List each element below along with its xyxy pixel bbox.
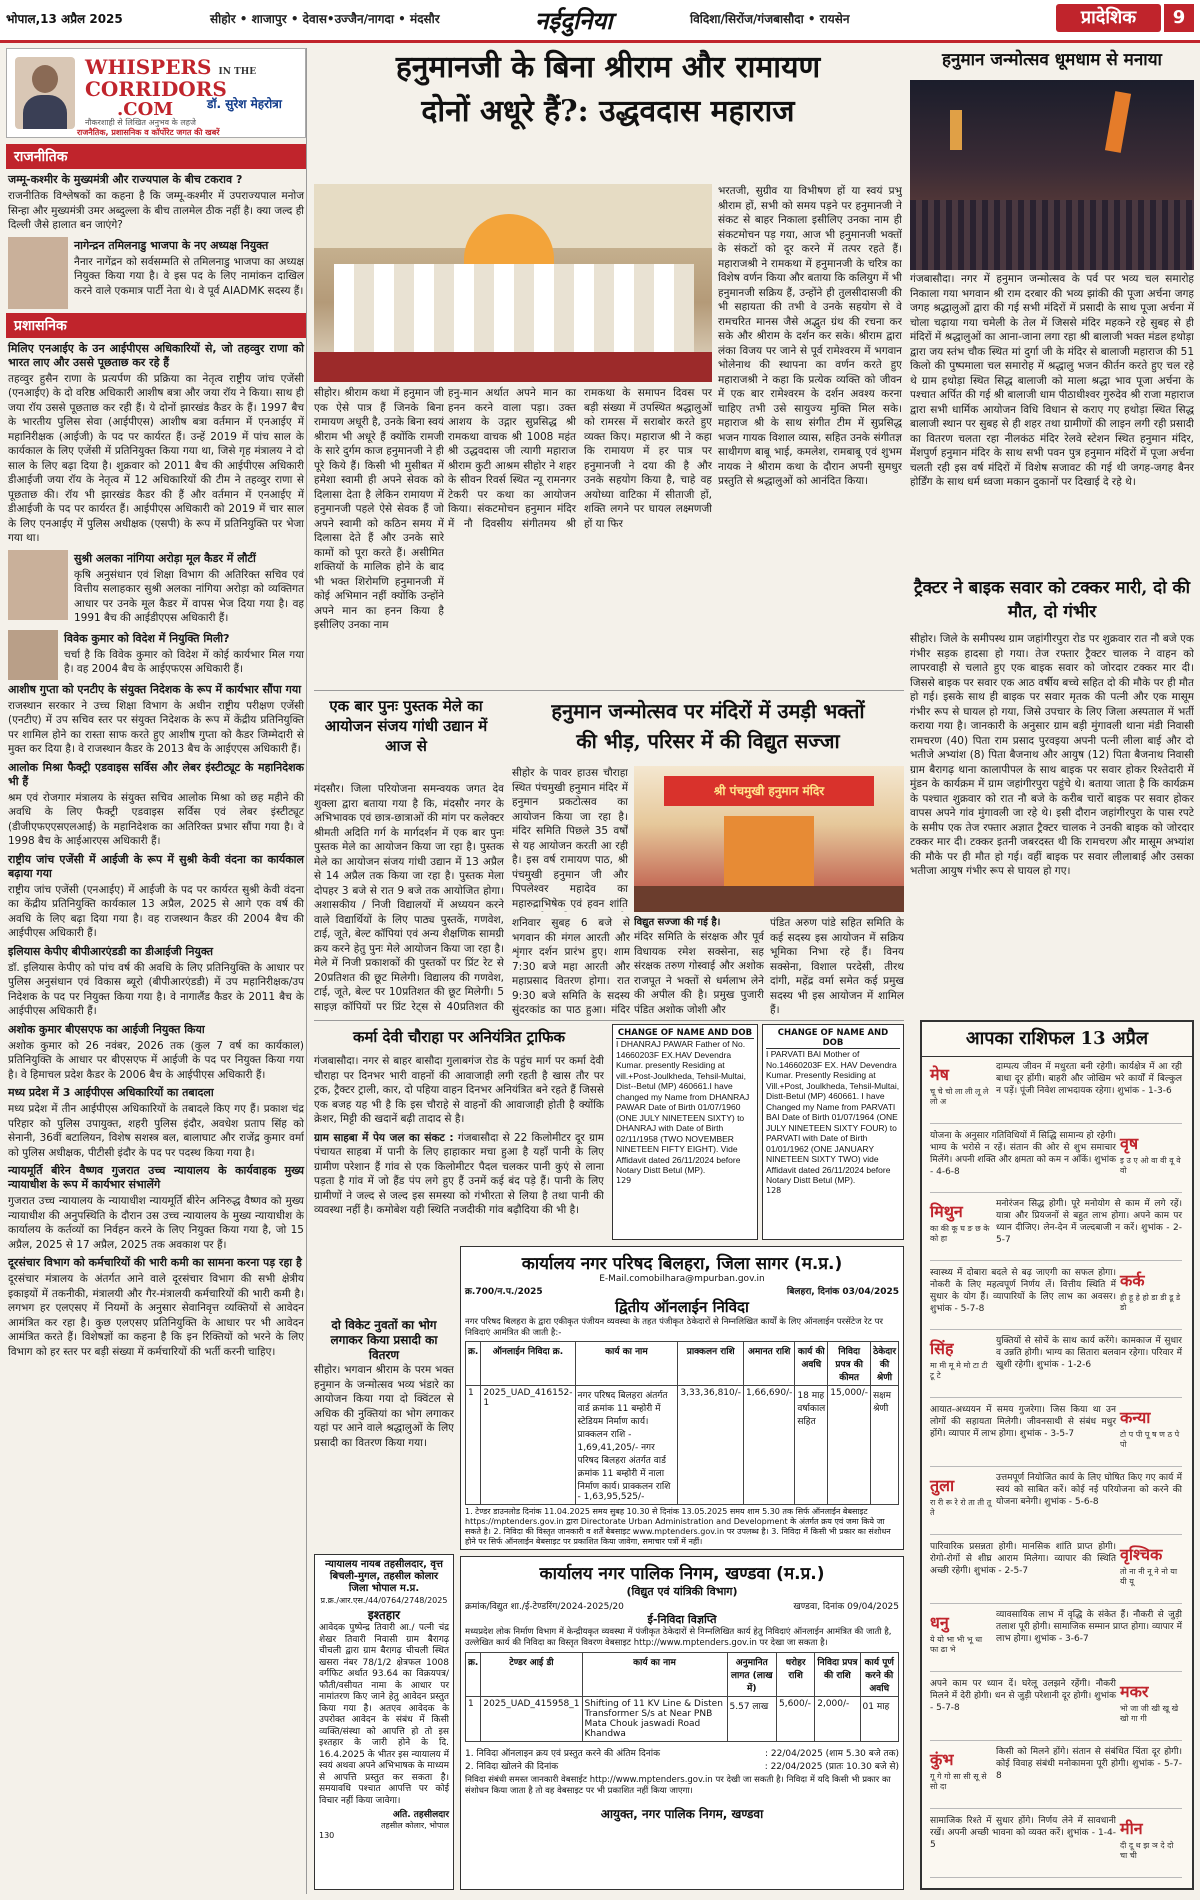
whispers-title: WHISPERS [85, 55, 212, 79]
khandwa-tender-ad [460, 1556, 904, 1890]
issue-date: भोपाल,13 अप्रैल 2025 [6, 12, 123, 26]
prasadi-body: सीहोर। भगवान श्रीराम के परम भक्त हनुमान के जन्मोत्सव भव्य भंडारे का आयोजन किया गया दो क्विंटल से अधिक की नुक्तियां का भोग लगाकर यहां पर आने वाले श्रद्धालुओं के लिए प्रसादी का वितरण किया गया। [314, 1364, 454, 1449]
whispers-in-the: IN THE [218, 67, 257, 77]
temple-banner: श्री पंचमुखी हनुमान मंदिर [664, 776, 874, 806]
lead-body-3: भरतजी, सुग्रीव या विभीषण हों या स्वयं प्रभु श्रीराम हों, सभी को समय पड़ने पर हनुमानजी ने संकट से बाहर निकाला इसीलिए उनका नाम ही संकटमोचन पड़ गया, आज भी हनुमानजी भक्तों के संकटों को दूर करने में तत्पर रहते हैं। महाराजश्री ने रामकथा में हनुमानजी के चरित्र का विशेष वर्णन किया और बताया कि कलियुग में भी हनुमानजी सक्रिय हैं, उन्होंने ही तुलसीदासजी की भी सहायता की तभी वे उनके सहयोग से वे रामचरित मानस जैसे अद्भुत ग्रंथ की रचना कर सके और श्रीराम के दर्शन कर सके। श्रीराम द्वारा लंका विजय पर जाने से पूर्व रामेश्वरम में भगवान भोलेनाथ की स्थापना का वर्णन करते हुए महाराजश्री ने कहा कि प्रत्येक व्यक्ति को जीवन में एक बार रामेश्वरम के दर्शन अवश्य करना चाहिए तभी उसे सायुज्य मुक्ति मिल सके। महाराज श्री के साथ संगीत टीम में सुप्रसिद्ध भजन गायक विशाल व्यास, सहित उनके संगीतज्ञ साथीगण बाबू भाई, कमलेश, रामबाबू एवं शुभम नायक ने श्रीराम कथा के दौरान अपनी सुमधुर प्रस्तुति से श्रद्धालुओं को आनंदित किया। [718, 185, 902, 487]
book-fair-headline [314, 696, 498, 776]
news-body: कृषि अनुसंधान एवं शिक्षा विभाग की अतिरिक्त सचिव एवं वित्तीय सलाहकार सुश्री अलका नांगिया अरोड़ा को व्यक्तिगत आधार पर उनके मूल कैडर में वापस भेज दिया गया है। वह 1991 बैच की आईडीएएस अधिकारी हैं। [74, 568, 304, 624]
table-cell: 1 [466, 1386, 481, 1505]
khandwa-dates1: 1. निविदा ऑनलाइन क्रय एवं प्रस्तुत करने की अंतिम दिनांक [465, 1749, 661, 1759]
table-cell: सक्षम श्रेणी [871, 1386, 899, 1505]
ganj-headline [910, 46, 1194, 76]
news-body: राष्ट्रीय जांच एजेंसी (एनआईए) में आईजी के पद पर कार्यरत सुश्री केवी वंदना का केंद्रीय प्रतिनियुक्ति कार्यकाल 13 अप्रैल, 2025 से आगे एक वर्ष की अवधि के लिए बढ़ा दिया गया है। वह राजस्थान कैडर की 2004 बैच की आईपीएस अधिकारी हैं। [8, 883, 304, 939]
book-fair-headline-text: एक बार पुनः पुस्तक मेले का आयोजन संजय गांधी उद्यान में आज से [324, 697, 488, 755]
news-head: आलोक मिश्रा फैक्ट्री एडवाइस सर्विस और लेबर इंस्टीट्यूट के महानिदेशक भी हैं [8, 760, 304, 788]
editions-right: विदिशा/सिरोंज/गंजबासौदा • रायसेन [690, 12, 850, 26]
news-body: गुजरात उच्च न्यायालय के न्यायाधीश न्यायमूर्ति बीरेन अनिरुद्ध वैष्णव को मुख्य न्यायाधीश की अनुपस्थिति के दौरान उस उच्च न्यायालय के मुख्य न्यायाधीश के कार्यालय के कर्तव्यों का निर्वहन करने के लिए नियुक्त किया गया है, जो 15 अप्रैल, 2025 से 17 अप्रैल, 2025 तक अवकाश पर हैं। [8, 1195, 304, 1251]
rashi-name: सिंह [930, 1339, 954, 1358]
change-name-ad-2 [762, 1024, 904, 1240]
bilhara-date: बिलहरा, दिनांक 03/04/2025 [786, 1287, 899, 1297]
table-header: ऑनलाईन निविदा क्र. [481, 1342, 575, 1386]
news-body: तहव्वुर हुसैन राणा के प्रत्यर्पण की प्रक्रिया का नेतृत्व राष्ट्रीय जांच एजेंसी (एनआईए) के दो वरिष्ठ अधिकारी आशीष बत्रा और जया रॉय ने किया। साथ ही जया रॉय उससे पूछताछ कर रही हैं। ये दोनों झारखंड कैडर के हैं। 1997 बैच के भारतीय पुलिस सेवा (आईपीएस) आशीष बत्रा वर्तमान में एनआईए में महानिरीक्षक (आईजी) के पद पर कार्यरत हैं। उन्हें 2019 में पांच साल के कार्यकाल के लिए एजेंसी में प्रतिनियुक्त किया गया था, जिसे गृह मंत्रालय ने दो साल के लिए बढ़ा दिया है। शुक्रवार को 2011 बैच की आईपीएस अधिकारी डीआईजी जया रॉय के नेतृत्व में 12 अधिकारियों की टीम ने तहव्वुर राणा से पूछताछ की। रॉय भी झारखंड कैडर की हैं और वर्तमान में एनआईए में डीआईजी के पद पर कार्यरत हैं। आईपीएस अधिकारी को 2019 में चार साल के लिए एनआईए में पुलिस अधीक्षक (एसपी) के रूप में प्रतिनियुक्ति पर भेजा गया था। [8, 372, 304, 544]
news-head: सुश्री अलका नांगिया अरोड़ा मूल कैडर में लौटीं [74, 551, 256, 565]
khandwa-date: खण्डवा, दिनांक 09/04/2025 [793, 1602, 899, 1612]
rashi-row [930, 1605, 1182, 1672]
whispers-author: डॉ. सुरेश मेहरोत्रा [207, 97, 282, 111]
news-body: नैनार नागेंद्रन को सर्वसम्मति से तमिलनाडु भाजपा का अध्यक्ष नियुक्त किया गया है। वे इस पद के लिए नामांकन दाखिल करने वाले एकमात्र पार्टी नेता थे। वे पूर्व AIADMK सदस्य हैं। [74, 255, 304, 297]
page-number: 9 [1164, 4, 1194, 32]
prasadi-headline: दो विकेट नुवतों का भोग लगाकर किया प्रसादी का वितरण [330, 1318, 438, 1362]
ganj-body-text: गंजबासौदा। नगर में हनुमान जन्मोत्सव के पर्व पर भव्य चल समारोह निकाला गया भगवान श्री राम दरबार की भव्य झांकी की पूजा अर्चना जगह जगह श्रद्धालुओं द्वारा की गई सभी मंदिरों में प्रसादी के साथ पूजा अर्चना में चोला चढ़ाया गया चमेली के तेल में जिससे मंदिर महकने रहे सुबह से ही मंदिरों में श्रद्धालुओं का आना-जाना लगा रहा श्री बालाजी भक्त मंडल हथोड़ा द्वारा जय स्तंभ चौक स्थित मां दुर्गा जी के मंदिर से बालाजी महाराज की 51 किलो की पुष्पमाला चल समारोह में श्रद्धालु भजन कीर्तन करते हुए चल रहे थे ग्राम हथोड़ा स्थित सिद्ध बालाजी को माला श्रद्धा भाव पूजा अर्चना के पश्चात अर्पित की गई श्री बालाजी धाम पीठाधीश्वर गुरुदेव श्री राजा महाराज द्वारा सभी धार्मिक आयोजन विधि विधान से कराए गए हथोड़ा स्थित सिद्ध बालाजी स्थान पर सुबह से ही शहर तथा ग्रामीणों की लाइन लगी रही प्रसादी का वितरण चलता रहा नीलकंठ मंदिर रेलवे स्टेशन स्थित हनुमान मंदिर, मेंशपुर्ण हनुमान मंदिर के साथ सभी पवन पुत्र हनुमान मंदिरों में पूजा अर्चना चलती रही इस वर्ष मंदिरों में विशेष सजावट की गई थी जगह-जगह बैनर होर्डिंग के साथ धर्म ध्वजा मकान दुकानों पर दिखाई दे रहे थे। [910, 273, 1194, 488]
person-photo [8, 630, 58, 680]
khandwa-dates2-value: : 22/04/2025 (प्रातः 10.30 बजे से) [764, 1762, 899, 1772]
masthead [0, 0, 1200, 43]
book-fair-body-text: मंदसौर। जिला परियोजना समन्वयक जगत देव शुक्ला द्वारा बताया गया है कि, मंदसौर नगर के अभिभावक एवं छात्र-छात्राओं की मांग पर कलेक्टर श्रीमती अदिति गर्ग के मार्गदर्शन में एक बार पुनः पुस्तक मेले का आयोजन किया जा रहा है। पुस्तक मेले का आयोजन संजय गांधी उद्यान में 13 अप्रैल से 14 अप्रैल तक किया जा रहा है। पुस्तक मेला दोपहर 3 बजे से रात 9 बजे तक आयोजित होगा। अशासकीय / निजी विद्यालयों में अध्ययन करने वाले विद्यार्थियों के लिए पाठ्य पुस्तकें, गणवेश, टाई, जूते, बेल्ट कॉपियां एवं अन्य शैक्षणिक सामग्री क्रय करने हेतु पुनः मेले आयोजन किया जा रहा है। मेले में निजी प्रकाशकों की पुस्तकों पर प्रिंट रेट से 20प्रतिशत की छूट मिलेगी। विद्यालय की गणवेश, टाई, जूते, बेल्ट पर 10प्रतिशत की छूट मिलेगी। 5 साइज़ कॉपियों पर प्रिंट रेट्स से 40प्रतिशत की [314, 783, 504, 1013]
temple-body-4 [770, 916, 904, 1016]
rashi-name: मिथुन [930, 1202, 963, 1221]
rashi-row [930, 1057, 1182, 1124]
temple-headline-1: हनुमान जन्मोत्सव पर मंदिरों में उमड़ी भक्तों [551, 699, 865, 723]
rashi-name: मकर [1120, 1681, 1149, 1701]
rashi-letters: भो जा जी खी खू खे खो गा गी [1120, 1703, 1179, 1723]
table-header: क्र. [466, 1653, 481, 1697]
karmadevi-subhead: ग्राम साहबा में पेय जल का संकट : [314, 1131, 454, 1144]
news-head: विवेक कुमार को विदेश में नियुक्ति मिली? [64, 631, 230, 645]
rashi-row [930, 1811, 1182, 1878]
bilhara-notes: 1. टेण्डर डाउनलोड दिनांक 11.04.2025 समय सुबह 10.30 से दिनांक 13.05.2025 समय शाम 5.30 तक सिर्फ ऑनलाईन बेबसाइट https://mptenders.gov.in द्वारा Directorate Urban Administration and Development के अंतर्गत क्रय एवं जमा किये जा सकते है। 2. निविदा की विस्तृत जानकारी व शर्तें बेबसाइट www.mptenders.gov.in पर उपलब्ध है। 3. निविदा में किसी भी प्रकार का संशोधन होने पर सिर्फ ऑनलाईन बेबसाइट पर प्रकाशित किया जावेगा, समाचार पत्रों में नहीं। [465, 1507, 891, 1546]
table-header: कार्य का नाम [582, 1653, 727, 1697]
rashi-row [930, 1400, 1182, 1467]
khandwa-notice-title: ई-निविदा विज्ञप्ति [647, 1613, 717, 1626]
change-name-2-title: CHANGE OF NAME AND DOB [766, 1028, 900, 1049]
table-header: कार्य पूर्ण करने की अवधि [860, 1653, 899, 1697]
bilhara-table [465, 1341, 899, 1505]
table-cell: 1,66,690/- [744, 1386, 795, 1505]
table-cell: 2025_UAD_415958_1 [481, 1697, 582, 1742]
rashi-name: धनु [930, 1613, 949, 1632]
rashi-letters: ही हू हे हो डा डी डू डे डो [1120, 1292, 1181, 1312]
news-body: श्रम एवं रोजगार मंत्रालय के संयुक्त सचिव आलोक मिश्रा को छह महीने की अवधि के लिए फैक्ट्री एडवाइस सर्विस एवं लेबर इंस्टीट्यूट (डीजीएफएएसएलआई) के महानिदेशक का अतिरिक्त प्रभार सौंपा गया है। वे 1998 बैच के आईआरएस अधिकारी हैं। [8, 791, 304, 847]
news-head: जम्मू-कश्मीर के मुख्यमंत्री और राज्यपाल के बीच टकराव ? [8, 173, 243, 186]
rashi-letters: इ उ ए ओ वा वी वू वे वो [1120, 1155, 1181, 1175]
change-name-2-ref: 128 [766, 1185, 782, 1195]
rashi-name: कुंभ [930, 1750, 954, 1769]
karmadevi-body-text: गंजबासौदा। नगर से बाहर बासौदा गुलाबगंज रोड के पहुंच मार्ग पर कर्मा देवी चौराहा पर दिनभर भारी वाहनों की आवाजाही लगी रहती है खास तौर पर ट्रक, ट्रैक्टर ट्राली, कार, दो पहिया वाहन दिनभर अनियंत्रित बने रहते हैं जिससे एक बजह यह भी है कि इस चौराहे से वाहनों की आवाजाही होती है क्योंकि क्रेशर, मिट्टी की खदानें बढ़ी तादाद से है। [314, 1055, 604, 1125]
karmadevi-subbody: गंजबासौदा से 22 किलोमीटर दूर ग्राम पंचायत साहबा में पानी के लिए हाहाकार मचा हुआ है यहाँ पानी के लिए ग्रामीण परेशान हैं गांव से एक किलोमीटर पैदल चलकर पानी कुएं से लाना पड़ता है गांव में जो हैंड पंप लगे हुए हैं उनमें कई बंद पड़े हैं। पानी के लिए ग्रामीणों ने जल्द से जल्द इस समस्या को गंभीरता से लिया है तथा पानी की व्यवस्था नहीं है। कमोबेश यही स्थिति नजदीकी गांव बढ़ौदिया की भी है। [314, 1131, 604, 1216]
news-head: मिलिए एनआईए के उन आईपीएस अधिकारियों से, जो तहव्वुर राणा को भारत लाए और उससे पूछताछ कर रहे हैं [8, 341, 304, 369]
rashi-name: वृष [1120, 1133, 1139, 1153]
change-name-1-ref: 129 [616, 1175, 632, 1185]
khandwa-title: कार्यालय नगर पालिक निगम, खण्डवा (म.प्र.) [539, 1564, 825, 1584]
rashi-letters: टो प पी पू ष ण ठ पे पो [1120, 1429, 1180, 1449]
rashi-text: पारिवारिक प्रसन्नता होगी। मानसिक शांति प्राप्त होगी। रोगो-रोगों से शीघ्र आराम मिलेगा। व्यापार की स्थिति अच्छी रहेगी। शुभांक - 2-5-7 [930, 1541, 1116, 1576]
whispers-com: .COM [117, 99, 174, 120]
table-cell: 18 माह वर्षाकाल सहित [795, 1386, 828, 1505]
change-name-2-body: I PARVATI BAI Mother of No.14660203F EX. HAV Devendra Kumar. Presently Residing at Vill.+Post, Joulkheda, Tehsil-Multai, Distt-Betul (MP) 460661. I have Changed my Name from PARVATI BAI Date of Birth 01/07/1964 (ONE JULY NINETEEN SIXTY FOUR) to PARVATI with Date of Birth 01/01/1962 (ONE JANUARY NINETEEN SIXTY TWO) vide Affidavit dated 26/11/2024 before Notary Distt Betul (MP). [766, 1049, 900, 1185]
table-header: अमानत राशि [744, 1342, 795, 1386]
rashi-letters: चू चे चो ला ली लू ले लो अ [930, 1087, 989, 1106]
khandwa-intro: मध्यप्रदेश लोक निर्माण विभाग में केन्द्रीयकृत व्यवस्था में पंजीकृत ठेकेदारों से निम्नलिखित कार्य हेतु निविदाएं ऑनलाईन आमंत्रित की जाती है, उल्लेखित कार्य की निविदा का विस्तृत विवरण वेबसाइट http://www.mptenders.gov.in पर देखा जा सकता है। [465, 1627, 892, 1648]
temple-body-2-text: शनिवार सुबह 6 बजे से भगवान की मंगल आरती और शृंगार दर्शन प्रारंभ हुए। शाम 7:30 बजे महा आरती और महाप्रसाद वितरण होगा। रात 9:30 बजे समिति के सदस्य सुंदरकांड का पाठ हुआ। मंदिर [512, 917, 630, 1016]
table-cell: 2,000/- [815, 1697, 860, 1742]
rashi-text: सामाजिक रिश्ते में सुधार होंगे। निर्णय लेने में सावधानी रखें। अपनी अच्छी भावना को व्यक्त करें। शुभांक - 1-4-5 [930, 1815, 1116, 1850]
temple-body-2 [512, 916, 630, 1016]
table-cell: 2025_UAD_416152-1 [481, 1386, 575, 1505]
table-header: कार्य का नाम [575, 1342, 678, 1386]
rashi-text: अपने काम पर ध्यान दें। घरेलू उलझने रहेंगी। नौकरी मिलने में देरी होगी। धन से जुड़ी परेशानी दूर होगी। शुभांक - 5-7-8 [930, 1678, 1116, 1713]
temple-headline [512, 696, 904, 760]
table-cell: 1 [466, 1697, 481, 1742]
book-fair-body [314, 782, 504, 1014]
table-header: प्राक्कलन राशि [678, 1342, 744, 1386]
temple-caption: विद्युत सज्जा की गई है। [634, 917, 721, 928]
tractor-body [910, 632, 1194, 1012]
kolar-notice-case: प्र.क्र./आर.एस./44/0764/2748/2025 [320, 1596, 448, 1605]
karmadevi-headline [314, 1024, 604, 1052]
editions-left: सीहोर • शाजापुर • देवास•उज्जैन/नागदा • मंदसौर [210, 12, 440, 26]
table-header: कार्य की अवधि [795, 1342, 828, 1386]
table-cell: Shifting of 11 KV Line & Disten Transformer S/s at Near PNB Mata Chouk jaswadi Road Khandwa [582, 1697, 727, 1742]
table-cell: 01 माह [860, 1697, 899, 1742]
tractor-body-text: सीहोर। जिले के समीपस्थ ग्राम जहांगीरपुरा रोड पर शुक्रवार रात नौ बजे एक गंभीर सड़क हादसा हो गया। तेज रफ्तार ट्रैक्टर चालक ने वाहन को लापरवाही से चलाते हुए एक बाइक सवार को जोरदार टक्कर मार दी। जिससे बाइक पर सवार एक आठ वर्षीय बच्चे सहित दो की मौके पर ही मौत हो गई। इसके साथ ही बाइक पर सवार मृतक की पत्नी और एक मासूम गंभीर रूप से घायल हो गया, जिसे उपचार के लिए जिला अस्पताल में भर्ती कराया गया है। जानकारी के अनुसार ग्राम बड़ी मुंगावली थाना मंडी निवासी रामचरण (40) पिता राम प्रसाद पुरवइया अपनी पत्नी लीला बाई और दो भतीजे अभ्यांश (8) पिता बैजनाथ और आयुष (12) पिता बैजनाथ निवासी ग्राम बैरागढ़ थाना कालापीपल के साथ बाइक पर सवार होकर रिश्तेदारी में मुंडन के कार्यक्रम में ग्राम जहांगीरपुरा पहुंचे थे। बताया जाता है कि कार्यक्रम के पश्चात शुक्रवार को रात नौ बजे के करीब चारों बाइक पर सवार होकर वापस अपने गांव मुंगावली जा रहे थे। इसी दौरान जहांगीरपुरा के पास रपटे के समीप एक तेज रफ्तार अज्ञात ट्रैक्टर चालक ने उनकी बाइक को जोरदार टक्कर मार दी। टक्कर इतनी जबरदस्त थी कि रामचरण और मासूम अभ्यांश की मौके पर ही मौत हो गई। वहीं बाइक पर सवार लीलाबाई और उसका भतीजा आयुष गंभीर रूप से घायल हो गए। [910, 633, 1194, 877]
temple-body-3-text: मंदिर समिति के संरक्षक और पूर्व विधायक रमेश सक्सेना, सह संरक्षक तरुण गोस्वाई और अशोक राजपूत ने भक्तों से धर्मलाभ लेने की अपील की है। प्रमुख पुजारी पंडित अशोक जोशी और [634, 931, 764, 1016]
khandwa-sign: आयुक्त, नगर पालिक निगम, खण्डवा [600, 1807, 764, 1821]
bilhara-subtitle: द्वितीय ऑनलाईन निविदा [615, 1298, 749, 1316]
temple-body-1 [512, 766, 628, 912]
rashi-letters: रा री रू रे रो ता ती तू ते [930, 1498, 992, 1517]
temple-headline-2: की भीड़, परिसर में की विद्युत सज्जा [576, 729, 840, 753]
table-header: क्र. [466, 1342, 481, 1386]
table-header: अनुमानित लागत (लाख में) [727, 1653, 776, 1697]
bilhara-ref: क्र.700/न.प./2025 [465, 1287, 543, 1297]
kolar-notice-sign2: तहसील कोलार, भोपाल [380, 1821, 449, 1830]
whispers-tagline: नौकरशाही से लिखित अनुभव के लहजे [85, 118, 196, 127]
ganj-headline-text: हनुमान जन्मोत्सव धूमधाम से मनाया [942, 50, 1162, 70]
kolar-notice-title: न्यायालय नायब तहसीलदार, वृत्त बिचली-मुगल, तहसील कोलार जिला भोपाल म.प्र. [325, 1559, 443, 1594]
bilhara-title: कार्यालय नगर परिषद बिलहरा, जिला सागर (म.प्र.) [521, 1254, 843, 1274]
table-header: टेण्डर आई डी [481, 1653, 582, 1697]
rashi-row [930, 1468, 1182, 1535]
khandwa-dates1-value: : 22/04/2025 (शाम 5.30 बजे तक) [765, 1749, 899, 1759]
news-head: दूरसंचार विभाग को कर्मचारियों की भारी कमी का सामना करना पड़ रहा है [8, 1256, 302, 1269]
rashi-text: मनोरंजन सिद्ध होगी। पूरे मनोयोग से काम में लगे रहें। यात्रा और प्रियजनों से बहुत लाभ होगा। अपने काम पर ध्यान दीजिए। लेन-देन में जल्दबाजी न करें। शुभांक - 2-5-7 [996, 1199, 1182, 1245]
table-cell: 5.57 लाख [727, 1697, 776, 1742]
lead-body-col2 [448, 386, 712, 686]
change-name-1-body: I DHANRAJ PAWAR Father of No. 14660203F EX.HAV Devendra Kumar. presently Residing at vill.+Post-Joulkheda, Tehsil-Multai, Dist--Betul (MP) 460661.I have changed my Name from DHANRAJ PAWAR Date of Birth 01/07/1960 (ONE JULY NINETEEN SIXTY) to DHANRAJ with Date of Birth 02/11/1958 (TWO NOVEMBER NINETEEN FIFTY EIGHT). Vide Affidavit dated 26/11/2024 before Notary Distt Betul (MP). [616, 1039, 750, 1175]
rashi-text: युक्तियों से सोचें के साथ कार्य करेंगे। कामकाज में सुधार व उन्नति होगी। भाग्य का सितारा बलवान रहेगा। परिवार में खुशी रहेगी। शुभांक - 1-2-6 [996, 1336, 1182, 1370]
rashi-row [930, 1331, 1182, 1398]
temple-photo [634, 766, 904, 912]
table-cell: 3,33,36,810/- [678, 1386, 744, 1505]
rashifal-list [930, 1057, 1194, 1883]
table-cell: नगर परिषद बिलहरा अंतर्गत वार्ड क्रमांक 11 बम्होरी में स्टेडियम निर्माण कार्य। प्राक्कलन राशि - 1,69,41,205/- नगर परिषद बिलहरा अंतर्गत वार्ड क्रमांक 11 बम्होरी में नाला निर्माण कार्य। प्राक्कलन राशि - 1,63,95,525/- [575, 1386, 678, 1505]
khandwa-footnote: निविदा संबंधी समस्त जानकारी वेबसाईट http://www.mptenders.gov.in पर देखी जा सकती है। निविदा में यदि किसी भी प्रकार का संशोधन किया जाता है तो वह वेबसाइट पर भी प्रकाशित नहीं किया जाएगा। [465, 1775, 891, 1796]
rashi-text: आयात-अध्ययन में समय गुजरेगा। जिस किया था उन लोगों की सहायता मिलेगी। जीवनसाथी से संबंध मधुर होंगे। व्यापार में लाभ होगा। शुभांक - 3-5-7 [930, 1404, 1116, 1439]
whispers-corridors: CORRIDORS [85, 77, 227, 101]
karmadevi-headline-text: कर्मा देवी चौराहा पर अनियंत्रित ट्राफिक [352, 1028, 566, 1046]
rashi-name: कन्या [1120, 1407, 1151, 1427]
news-body: दूरसंचार मंत्रालय के अंतर्गत आने वाले दूरसंचार विभाग की सभी क्षेत्रीय इकाइयों में तकनीकी, मंत्रालयी और गैर-मंत्रालयी कर्मचारियों की भारी कमी है। लगभग हर एलएसए में नियमों के अनुसार सेवानिवृत्त व्यक्तियों से आवेदन आमंत्रित कर रहा है। कुछ एलएसए प्रतिनियुक्ति के आधार पर भी आवेदन आमंत्रित करते हैं। विशेषज्ञों का कहना है कि इन रिक्तियों को भरने के लिए विभाग को हर स्तर पर बड़ी संख्या में कर्मचारियों की भर्ती करनी चाहिए। [8, 1273, 304, 1358]
kolar-notice-body: आवेदक पुष्पेन्द्र तिवारी आ./ पत्नी चंद्र शेखर तिवारी निवासी ग्राम बैरागढ़ चीचली द्वारा ग्राम बैरागढ़ चीचली स्थित खसरा नंबर 78/1/2 क्षेत्रफल 1008 वर्गफिट अर्थात 93.64 का विक्रयपत्र/फौती/वसीयत नामा के आधार पर नामांतरण किए जाने हेतु आवेदन प्रस्तुत किया गया है। अतएव आवेदक के उपरोक्त आवेदन के संबंध में किसी व्यक्ति/संस्था को आपत्ति हो तो इस इश्तहार के जारी होने के दि. 16.4.2025 के भीतर इस न्यायालय में स्वयं अथवा अपने अभिभाषक के माध्यम से आपत्ति प्रस्तुत कर सकता है। समयावधि पश्चात आपत्ति पर कोई विचार नहीं किया जावेगा। [319, 1623, 449, 1806]
rashi-text: किसी को मिलने होंगे। संतान से संबंधित चिंता दूर होगी। कोई विवाह संबंधी मनोकामना पूरी होगी। शुभांक - 5-7-8 [996, 1747, 1182, 1781]
table-header: निविदा प्रपत्र की कीमत [828, 1342, 871, 1386]
rashi-row [930, 1537, 1182, 1604]
news-head: राष्ट्रीय जांच एजेंसी में आईजी के रूप में सुश्री केवी वंदना का कार्यकाल बढ़ाया गया [8, 852, 304, 880]
lead-body-2: हनु-मान अर्थात अपने मान का हनन करने वाला पड़ा। उक्त आशय के उद्गार सुप्रसिद्ध श्री रामकथा वाचक श्री 1008 महंत श्री उद्धवदास जी त्यागी महाराज श्रीराम कुटी आश्रम सीहोर ने शहर के सीवन रिवर्स स्थित न्यू रामनगर टेकरी पर कथा का आयोजन किया। संकटमोचन हनुमान मंदिर में नौ दिवसीय संगीतमय श्री रामकथा के समापन दिवस पर बड़ी संख्या में उपस्थित श्रद्धालुओं को रामरस में सराबोर करते हुए व्यक्त किए। महाराज श्री ने कहा कि रामायण में हर पात्र पर हनुमानजी ने दया की है और उनके सहयोग किया है, चाहे वह अयोध्या वाटिका में सीताजी हों, शक्ति लगने पर घायल लक्ष्मणजी हों या फिर [448, 387, 712, 530]
section-admin: प्रशासनिक [6, 313, 306, 338]
section-political: राजनीतिक [6, 144, 306, 169]
rashi-name: तुला [930, 1476, 955, 1495]
rashi-name: वृश्चिक [1120, 1544, 1163, 1564]
tractor-headline-text: ट्रैक्टर ने बाइक सवार को टक्कर मारी, दो की मौत, दो गंभीर [914, 578, 1190, 622]
rashi-letters: ये यो भा भी भू धा फा ढा भे [930, 1635, 983, 1654]
khandwa-dates2: 2. निविदा खोलने की दिनांक [465, 1762, 559, 1772]
rashi-text: उत्तमपूर्ण नियोजित कार्य के लिए घोषित किए गए कार्य में स्वयं को साबित करें। कोई नई परियोजना को करने की योजना बनेगी। शुभांक - 5-6-8 [996, 1473, 1182, 1507]
kolar-notice-sign: अति. तहसीलदार [392, 1810, 449, 1820]
news-body: राजनीतिक विश्लेषकों का कहना है कि जम्मू-कश्मीर में उपराज्यपाल मनोज सिन्हा और मुख्यमंत्री उमर अब्दुल्ला के बीच तालमेल ठीक नहीं है। क्या जल्द ही दिल्ली जैसे हालात बन जाएंगे? [8, 190, 304, 231]
table-row [466, 1386, 899, 1505]
kolar-notice-ad [314, 1554, 454, 1890]
whispers-tagline2: राजनैतिक, प्रशासनिक व कॉर्पोरेट जगत की खबरें [77, 128, 220, 137]
news-head: न्यायमूर्ति बीरेन वैष्णव गुजरात उच्च न्यायालय के कार्यवाहक मुख्य न्यायाधीश के रूप में कार्यभार संभालेंगे [8, 1164, 304, 1191]
rashi-row [930, 1263, 1182, 1330]
news-head: मध्य प्रदेश में 3 आईपीएस अधिकारियों का तबादला [8, 1086, 214, 1099]
rashi-letters: का की कू घ ङ छ के को हा [930, 1224, 990, 1243]
rashi-letters: गू गे गो सा सी सू से सो दा [930, 1772, 987, 1791]
kolar-notice-ref: 130 [319, 1831, 335, 1840]
prasadi-story [314, 1318, 454, 1548]
ganj-photo [910, 80, 1194, 270]
table-header: ठेकेदार की श्रेणी [871, 1342, 899, 1386]
avatar [15, 57, 75, 129]
temple-body-3 [634, 930, 764, 1016]
rashi-letters: दी दू थ झ ञ दे दो चा ची [1120, 1840, 1174, 1860]
news-head: अशोक कुमार बीएसएफ का आईजी नियुक्त किया [8, 1022, 205, 1036]
whispers-banner [6, 48, 306, 138]
rashi-text: योजना के अनुसार गतिविधियों में सिद्धि सामान्य हो रहेगी। भाग्य के भरोसे न रहें। संतान की ओर से शुभ समाचार मिलेंगे। अपनी शक्ति और क्षमता को कम न आँकें। शुभांक - 4-6-8 [930, 1130, 1116, 1177]
rashi-row [930, 1674, 1182, 1741]
bilhara-email: E-Mail.comobilhara@mpurban.gov.in [599, 1274, 765, 1284]
table-cell: 5,600/- [776, 1697, 814, 1742]
rashi-text: दाम्पत्य जीवन में मधुरता बनी रहेगी। कार्यक्षेत्र में आ रही बाधा दूर होंगी। बाहरी और जोखिम भरे कार्यों में बिल्कुल न पड़ें। पूंजी निवेश लाभदायक रहेगा। शुभांक - 1-3-6 [996, 1062, 1182, 1096]
rashi-name: कर्क [1120, 1270, 1145, 1290]
table-header: धरोहर राशि [776, 1653, 814, 1697]
rashi-letters: तो ना नी नू ने नो या यी यू [1120, 1566, 1178, 1586]
temple-body-1-text: सीहोर के पावर हाउस चौराहा स्थित पंचमुखी हनुमान मंदिर में हनुमान प्रकटोत्सव का आयोजन किया जा रहा है। मंदिर समिति पिछले 35 वर्षों से यह आयोजन करती आ रही है। इस वर्ष रामायण पाठ, श्री पंचमुखी हनुमान जी और पिपलेश्वर महादेव का महारुद्राभिषेक एवं हवन शांति [512, 767, 628, 910]
ganj-body [910, 272, 1194, 560]
rashi-name: मेष [930, 1065, 949, 1084]
whispers-column [6, 48, 307, 1894]
rashifal-title: आपका राशिफल 13 अप्रैल [922, 1022, 1192, 1057]
rashi-row [930, 1194, 1182, 1261]
rashi-name: मीन [1120, 1818, 1143, 1838]
rashi-row [930, 1126, 1182, 1193]
news-body: चर्चा है कि विवेक कुमार को विदेश में कोई कार्यभार मिल गया है। वह 2004 बैच के आईएफएस अधिकारी हैं। [64, 648, 304, 675]
tractor-headline [910, 576, 1194, 628]
news-body: डॉ. इलियास केपीए को पांच वर्ष की अवधि के लिए प्रतिनियुक्ति के आधार पर पुलिस अनुसंधान एवं विकास ब्यूरो (बीपीआरएंडडी) में उप महानिरीक्षक/उप निदेशक के पद पर नियुक्त किया गया है। वे नागालैंड कैडर के 2011 बैच के आईपीएस अधिकारी हैं। [8, 961, 304, 1017]
rashi-text: स्वास्थ्य में दोबारा बदले से बढ़ जाएगी का सफल होगा। नोकरी के लिए महत्वपूर्ण निर्णय लें। वित्तीय स्थिति में सुधार के योग हैं। व्यापारियों के लिए लाभ का अवसर। शुभांक - 5-7-8 [930, 1267, 1116, 1314]
news-head: इलियास केपीए बीपीआरएंडडी का डीआईजी नियुक्त [8, 944, 214, 958]
section-badge: प्रादेशिक [1056, 4, 1161, 32]
news-body: अशोक कुमार को 26 नवंबर, 2026 तक (कुल 7 वर्ष का कार्यकाल) प्रतिनियुक्ति के आधार पर बीएसएफ में आईजी के पद पर नियुक्त किया गया है। वे हिमाचल प्रदेश कैडर के 2006 बैच के आईपीएस अधिकारी हैं। [8, 1039, 304, 1081]
bilhara-tender-ad [460, 1246, 904, 1550]
lead-body-col1 [314, 386, 444, 686]
table-header: निविदा प्रपत्र की राशि [815, 1653, 860, 1697]
rashi-text: व्यावसायिक लाभ में वृद्धि के संकेत हैं। नौकरी से जुड़ी तलाश पूरी होगी। सामाजिक सम्मान प्राप्त होगा। व्यापार में लाभ होगा। शुभांक - 3-6-7 [996, 1610, 1182, 1644]
news-head: नागेन्द्रन तमिलनाडु भाजपा के नए अध्यक्ष नियुक्त [74, 238, 269, 252]
kolar-notice-subtitle: इश्तहार [367, 1608, 401, 1622]
rashi-row [930, 1742, 1182, 1809]
bilhara-intro: नगर परिषद बिलहरा के द्वारा एकीकृत पंजीयन व्यवस्था के तहत पंजीकृत ठेकेदारों से निम्नलिखित कार्यों के लिए ऑनलाईन परसेंटेज रेट पर निविदाएं आमंत्रित की जाती है:- [465, 1317, 883, 1338]
lead-headline [314, 46, 902, 178]
lead-headline-line1: हनुमानजी के बिना श्रीराम और रामायण [395, 50, 821, 85]
change-name-ad-1 [612, 1024, 758, 1240]
lead-body-col3 [718, 184, 902, 686]
news-head: आशीष गुप्ता को एनटीए के संयुक्त निदेशक के रूप में कार्यभार सौंपा गया [8, 682, 302, 696]
change-name-1-title: CHANGE OF NAME AND DOB [617, 1028, 753, 1038]
table-cell: 15,000/- [828, 1386, 871, 1505]
person-photo [8, 237, 68, 309]
person-photo [8, 550, 68, 620]
rashi-letters: मा मी मू मे मो टा टी टू टे [930, 1361, 988, 1380]
newspaper-logo: नईदुनिया [535, 6, 613, 35]
temple-body-4-text: पंडित अरुण पांडे सहित समिति के कई सदस्य इस आयोजन में सक्रिय भूमिका निभा रहे हैं। विनय सक्सेना, विशाल परदेसी, तीरथ दांगी, महेंद्र वर्मा समेत कई प्रमुख सदस्य भी इस आयोजन में शामिल हैं। [770, 917, 904, 1016]
divider [314, 1020, 904, 1021]
rashifal-box [920, 1020, 1194, 1890]
table-row [466, 1697, 899, 1742]
lead-body-1: सीहोर। श्रीराम कथा में हनुमान जी एक ऐसे पात्र हैं जिनके बिना रामायण अधूरी है, उनके बिना स्वयं श्रीराम भी अधूरे हैं क्योंकि रामजी के सारे दुर्गम काज हनुमानजी ने ही पूरे किये हैं। किसी भी मुसीबत में हमेशा स्वामी ही अपने सेवक को दिलासा देता है लेकिन रामायण में हनुमानजी पहले ऐसे सेवक हैं जो अपने स्वामी को कठिन समय में दिलासा देते हैं और उनके सारे कामों को पूरा करते हैं। असीमित शक्तियों के मालिक होने के बाद भी भक्त शिरोमणि हनुमानजी में कोई अभिमान नहीं क्योंकि उन्होंने अपने मान का हनन किया है इसीलिए उनका नाम [314, 387, 444, 631]
khandwa-ref: क्रमांक/विद्युत शा./ई-टेण्डरिंग/2024-2025/20 [465, 1602, 624, 1612]
divider [314, 690, 904, 691]
khandwa-subtitle: (विद्युत एवं यांत्रिकी विभाग) [626, 1585, 738, 1598]
news-body: राजस्थान सरकार ने उच्च शिक्षा विभाग के अधीन राष्ट्रीय परीक्षण एजेंसी (एनटीए) में उप सचिव स्तर पर संयुक्त निदेशक के रूप में केंद्रीय प्रतिनियुक्ति पर शामिल होने का रास्ता साफ करते हुए आशीष गुप्ता को कैडर जिम्मेदारी से मुक्त कर दिया है। वे राजस्थान कैडर के 2013 बैच के आईएएस अधिकारी हैं। [8, 699, 304, 755]
lead-photo [314, 184, 712, 382]
lead-headline-line2: दोनों अधूरे हैं?: उद्धवदास महाराज [421, 94, 795, 129]
news-body: मध्य प्रदेश में तीन आईपीएस अधिकारियों के तबादले किए गए हैं। प्रकाश चंद्र परिहार को पुलिस उपायुक्त, शहरी पुलिस इंदौर, अवधेश प्रताप सिंह को सेनानी, 36वीं बटालियन, विशेष सशस्त्र बल, बालाघाट और राजेंद्र कुमार वर्मा को पुलिस अधीक्षक, पीटीसी इंदौर के पद पर पदस्थ किया गया है। [8, 1103, 304, 1159]
khandwa-table [465, 1652, 899, 1742]
